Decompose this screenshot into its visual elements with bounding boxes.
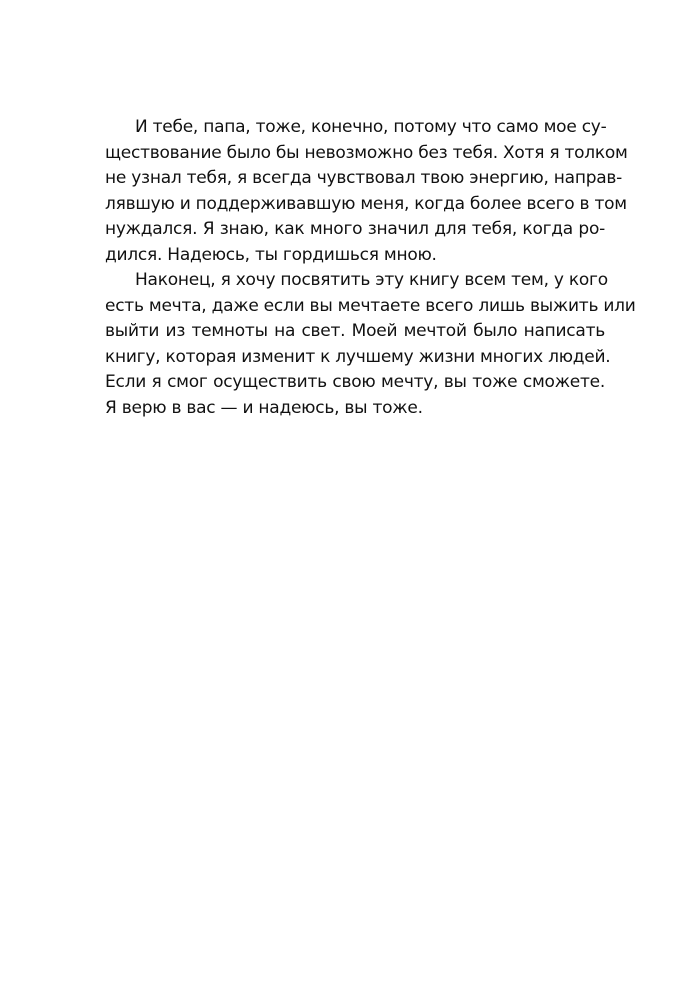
- text-line: нуждался. Я знаю, как много значил для тебя, когда ро-: [105, 219, 605, 239]
- paragraph: [105, 115, 628, 268]
- text-line: Я верю в вас — и надеюсь, вы тоже.: [105, 397, 423, 418]
- text-line: выйти из темноты на свет. Моей мечтой было написать: [105, 321, 605, 341]
- body-text: [105, 115, 636, 421]
- text-line: есть мечта, даже если вы мечтаете всего лишь выжить или: [105, 295, 636, 316]
- text-line: Если я смог осуществить свою мечту, вы тоже сможете.: [105, 372, 605, 392]
- text-line: книгу, которая изменит к лучшему жизни многих людей.: [105, 346, 611, 367]
- text-line: Наконец, я хочу посвятить эту книгу всем тем, у кого: [135, 270, 608, 290]
- text-line: не узнал тебя, я всегда чувствовал твою энергию, направ-: [105, 168, 623, 188]
- paragraph: [105, 268, 636, 421]
- text-line: дился. Надеюсь, ты гордишься мною.: [105, 244, 437, 265]
- text-line: ществование было бы невозможно без тебя. Хотя я толком: [105, 142, 628, 163]
- text-line: лявшую и поддерживавшую меня, когда более всего в том: [105, 193, 627, 214]
- text-line: И тебе, папа, тоже, конечно, потому что само мое су-: [135, 117, 607, 137]
